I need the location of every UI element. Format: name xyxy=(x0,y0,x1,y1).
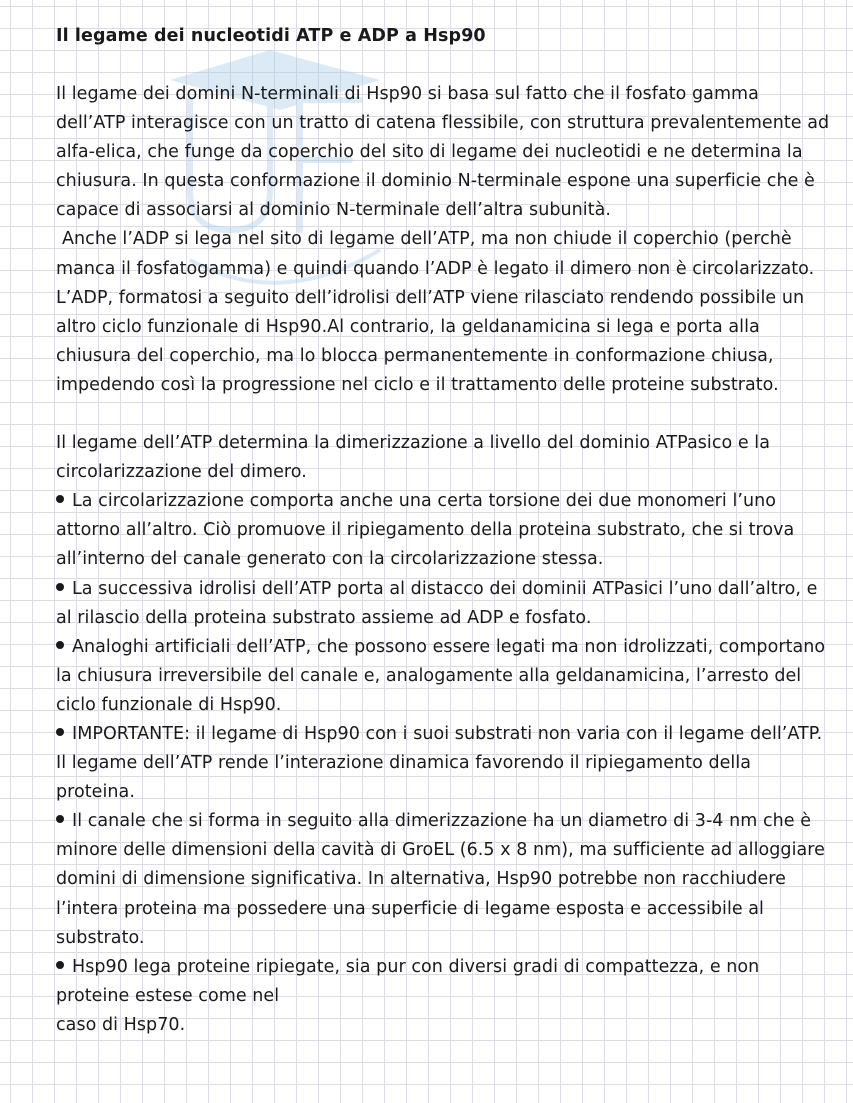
paragraph-n-terminal: Il legame dei domini N-terminali di Hsp90 si basa sul fatto che il fosfato gamma dell’ATP interagisce con un tratto di catena flessibile, con struttura prevalentemente ad alfa-elica, che funge da coperchio del sito di legame dei nucleotidi e ne determina la chiusura. In questa conformazione il dominio N-terminale espone una superficie che è capace di associarsi al dominio N-terminale dell’altra subunità. xyxy=(56,84,830,221)
document-title: Il legame dei nucleotidi ATP e ADP a Hsp90 xyxy=(56,26,486,46)
bullet-item xyxy=(56,953,831,1011)
bullet-dot-icon xyxy=(56,961,64,969)
bullet-text: La successiva idrolisi dell’ATP porta al distacco dei dominii ATPasici l’uno dall’altro, e al rilascio della proteina substrato assieme ad ADP e fosfato. xyxy=(56,578,818,628)
bullet-dot-icon xyxy=(56,495,64,503)
bullet-item xyxy=(56,720,831,807)
trailing-line: caso di Hsp70. xyxy=(56,1014,186,1035)
bullet-dot-icon xyxy=(56,815,64,823)
bullet-item xyxy=(56,807,831,952)
paragraph-dimerization: Il legame dell’ATP determina la dimerizzazione a livello del dominio ATPasico e la circolarizzazione del dimero. xyxy=(56,433,770,483)
document-page xyxy=(56,22,831,1040)
paragraph-adp: Anche l’ADP si lega nel sito di legame dell’ATP, ma non chiude il coperchio (perchè manca il fosfatogamma) e quindi quando l’ADP è legato il dimero non è circolarizzato. L’ADP, formatosi a seguito dell’idrolisi dell’ATP viene rilasciato rendendo possibile un altro ciclo funzionale di Hsp90.Al contrario, la geldanamicina si lega e porta alla chiusura del coperchio, ma lo blocca permanentemente in conformazione chiusa, impedendo così la progressione nel ciclo e il trattamento delle proteine substrato. xyxy=(56,229,815,395)
bullet-text: Analoghi artificiali dell’ATP, che possono essere legati ma non idrolizzati, comportano la chiusura irreversibile del canale e, analogamente alla geldanamicina, l’arresto del ciclo funzionale di Hsp90. xyxy=(56,636,826,715)
bullet-text: IMPORTANTE: il legame di Hsp90 con i suoi substrati non varia con il legame dell’ATP. Il legame dell’ATP rende l’interazione dinamica favorendo il ripiegamento della proteina. xyxy=(56,723,823,803)
spacer xyxy=(56,400,831,429)
bullet-item xyxy=(56,487,831,574)
bullet-dot-icon xyxy=(56,641,64,649)
bullet-dot-icon xyxy=(56,583,64,591)
bullet-dot-icon xyxy=(56,728,64,736)
bullet-item xyxy=(56,633,831,720)
bullet-text: La circolarizzazione comporta anche una certa torsione dei due monomeri l’uno attorno all’altro. Ciò promuove il ripiegamento della proteina substrato, che si trova all’interno del canale generato con la circolarizzazione stessa. xyxy=(56,491,795,570)
bullet-item xyxy=(56,575,831,633)
bullet-text: Hsp90 lega proteine ripiegate, sia pur con diversi gradi di compattezza, e non proteine estese come nel xyxy=(56,956,760,1006)
bullet-text: Il canale che si forma in seguito alla dimerizzazione ha un diametro di 3-4 nm che è minore delle dimensioni della cavità di GroEL (6.5 x 8 nm), ma sufficiente ad alloggiare domini di dimensione significativa. In alternativa, Hsp90 potrebbe non racchiudere l’intera proteina ma possedere una superficie di legame esposta e accessibile al substrato. xyxy=(56,811,825,948)
